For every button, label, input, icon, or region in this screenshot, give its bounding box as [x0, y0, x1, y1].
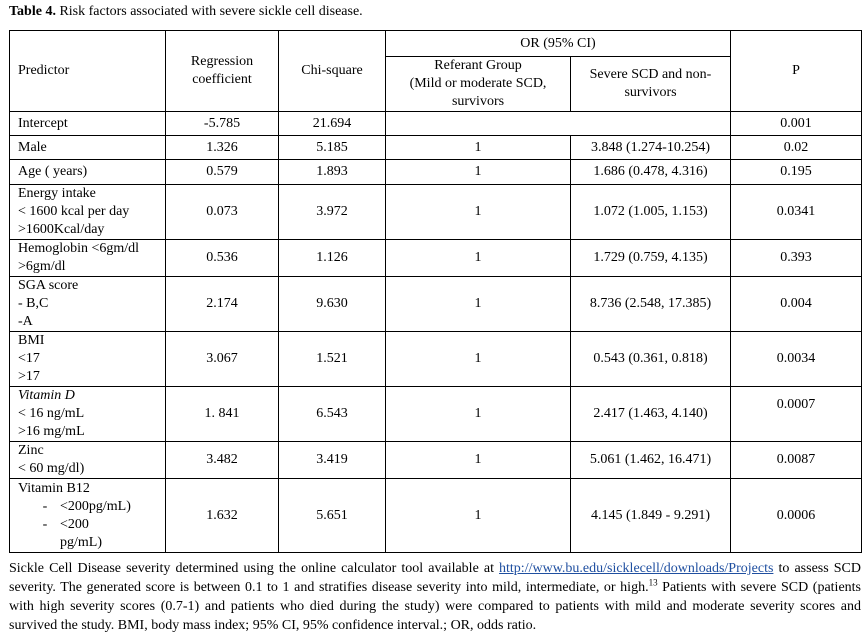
- header-predictor: Predictor: [10, 31, 166, 112]
- risk-factors-table: [9, 30, 862, 553]
- header-referant: Referant Group (Mild or moderate SCD, survivors: [386, 57, 571, 112]
- header-chi-square: Chi-square: [279, 31, 386, 112]
- header-regression: Regression coefficient: [166, 31, 279, 112]
- table-row: Intercept -5.785 21.694 0.001: [10, 112, 862, 136]
- header-row: [10, 31, 862, 57]
- reference-sup: 13: [648, 577, 658, 588]
- header-p: P: [731, 31, 862, 112]
- table-row: Zinc < 60 mg/dl) 3.482 3.419 1 5.061 (1.462, 16.471) 0.0087: [10, 442, 862, 479]
- table-row: Hemoglobin <6gm/dl >6gm/dl 0.536 1.126 1 1.729 (0.759, 4.135) 0.393: [10, 240, 862, 277]
- projects-link[interactable]: http://www.bu.edu/sicklecell/downloads/Projects: [499, 561, 774, 576]
- table-row: Vitamin D < 16 ng/mL >16 mg/mL 1. 841 6.543 1 2.417 (1.463, 4.140) 0.0007: [10, 387, 862, 442]
- header-or: OR (95% CI): [386, 31, 731, 57]
- table-row: Vitamin B12 - <200pg/mL) - <200 pg/mL) 1.632 5.651 1 4.145 (1.849 - 9.291) 0.0006: [10, 479, 862, 553]
- table-row: Male 1.326 5.185 1 3.848 (1.274-10.254) 0.02: [10, 136, 862, 160]
- table-row: BMI <17 >17 3.067 1.521 1 0.543 (0.361, 0.818) 0.0034: [10, 332, 862, 387]
- table-footnote: Sickle Cell Disease severity determined using the online calculator tool available at http://www.bu.edu/sicklecell/downloads/Projects to assess SCD severity. The generated score is between 0.1 to 1 and stratifies disease severity into mild, intermediate, or high.$^{13}$ Patients with severe SCD (patients with high severity scores (0.7-1) and patients who died during the study) were compared to patients with mild and moderate severity scores and survived the study. BMI, body mass index; 95% CI, 95% confidence interval.; OR, odds ratio.: [9, 561, 861, 633]
- caption-text: Risk factors associated with severe sickle cell disease.: [59, 4, 363, 19]
- caption-label: Table 4.: [9, 4, 56, 19]
- header-severe: Severe SCD and non- survivors: [571, 57, 731, 112]
- table-caption: [9, 4, 363, 20]
- table-row: Age ( years) 0.579 1.893 1 1.686 (0.478, 4.316) 0.195: [10, 160, 862, 185]
- table-row: Energy intake < 1600 kcal per day >1600Kcal/day 0.073 3.972 1 1.072 (1.005, 1.153) 0.0341: [10, 185, 862, 240]
- table-row: SGA score - B,C -A 2.174 9.630 1 8.736 (2.548, 17.385) 0.004: [10, 277, 862, 332]
